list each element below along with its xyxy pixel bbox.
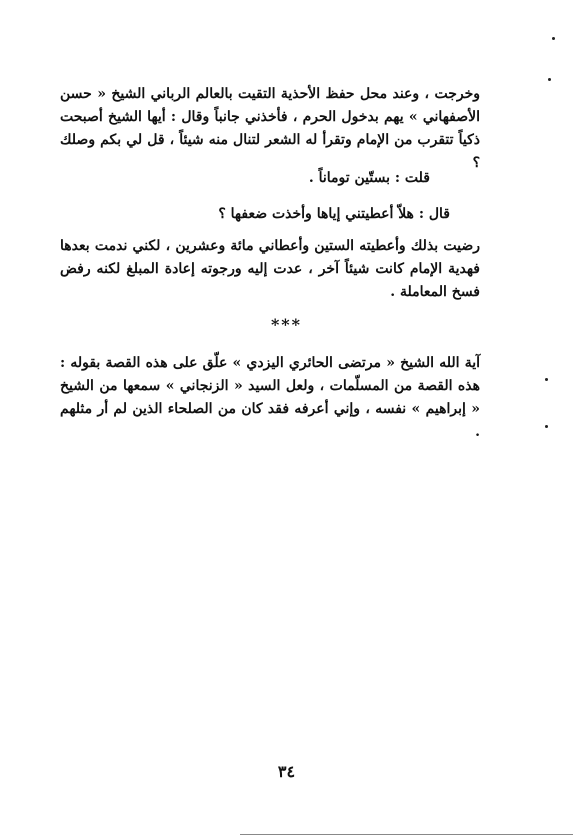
paragraph-commentary: آية الله الشيخ « مرتضى الحائري اليزدي » علّق على هذه القصة بقوله : هذه القصة من المسلّمات ، ولعل السيد « الزنجاني » سمعها من الشيخ « إبراهيم » نفسه ، وإني أعرفه فقد كان من الصلحاء الذين لم أر مثلهم . xyxy=(60,355,480,440)
scan-speck xyxy=(548,78,551,81)
scan-speck xyxy=(545,425,548,428)
page-number: ٣٤ xyxy=(277,762,296,781)
dialogue-line-reply: قلت : بستّين توماناً . xyxy=(308,170,430,186)
paragraph-story-shoes: وخرجت ، وعند محل حفظ الأحذية التقيت بالعالم الرباني الشيخ « حسن الأصفهاني » يهم بدخول الحرم ، فأخذني جانباً وقال : أيها الشيخ أصبحت ذكياً تتقرب من الإمام وتقرأ له الشعر لتنال منه شيئاً ، قل لي بكم وصلك ؟ xyxy=(60,86,480,171)
scan-edge-line xyxy=(240,834,573,835)
section-separator: *** xyxy=(270,315,303,334)
paragraph-exchange: رضيت بذلك وأعطيته الستين وأعطاني مائة وعشرين ، لكني ندمت بعدها فهدية الإمام كانت شيئاً آخر ، عدت إليه ورجوته إعادة المبلغ لكنه رفض فسخ المعاملة . xyxy=(60,238,480,300)
scan-speck xyxy=(545,378,548,381)
scan-speck xyxy=(552,37,555,40)
dialogue-line-question: قال : هلاّ أعطيتني إياها وأخذت ضعفها ؟ xyxy=(218,206,450,222)
